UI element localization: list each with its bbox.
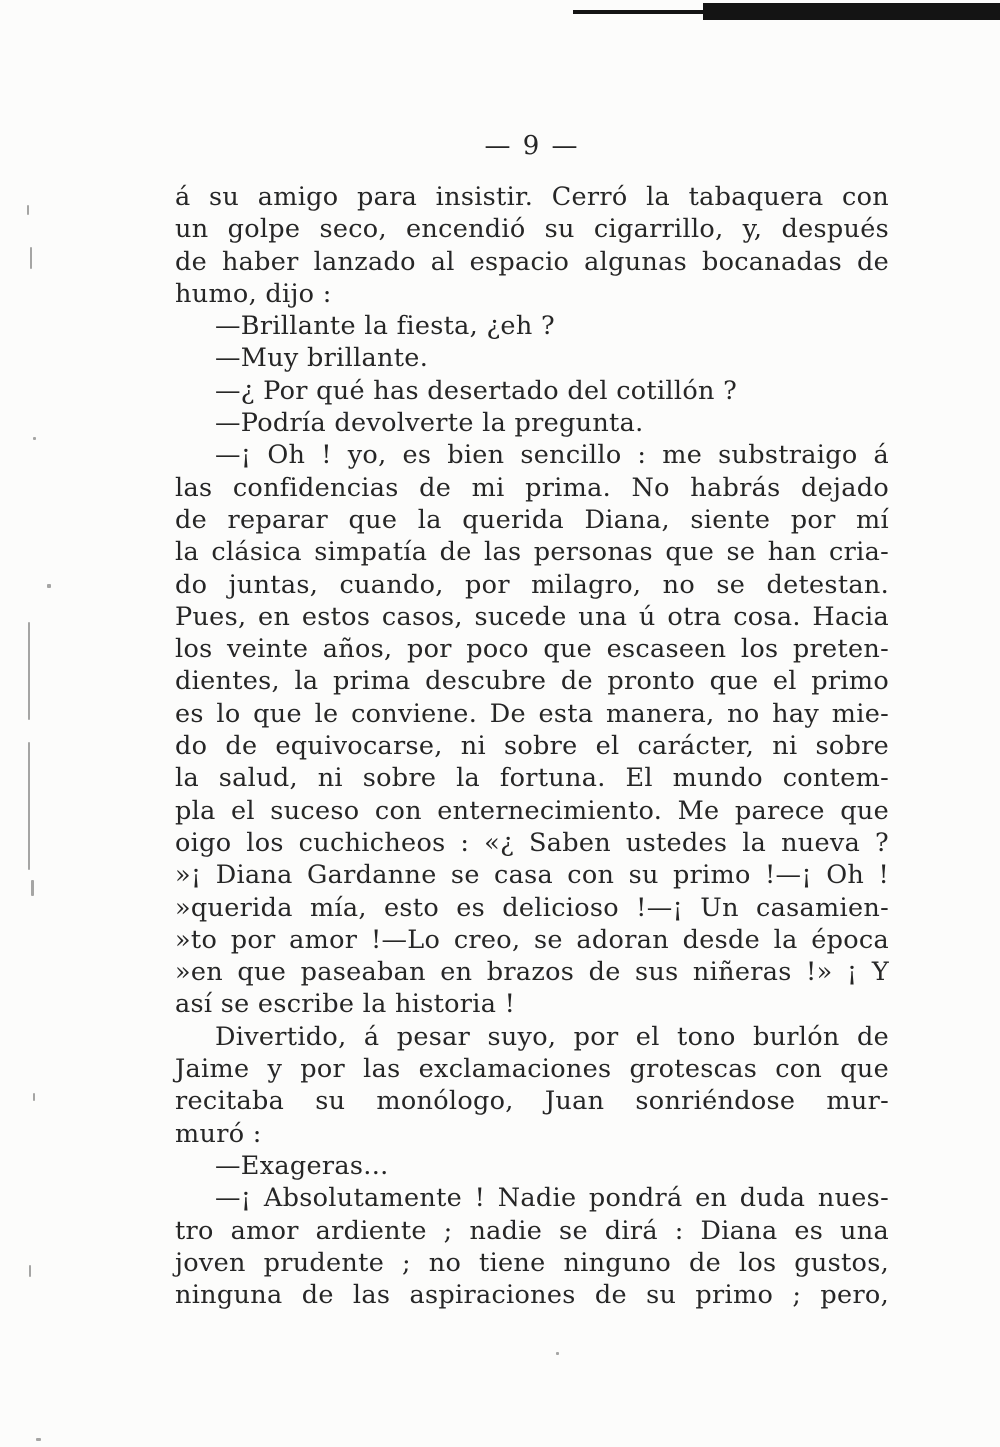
- text-line: —Muy brillante.: [215, 343, 429, 374]
- text-line: dientes, la prima descubre de pronto que el primo: [175, 666, 889, 697]
- scan-artifact: [556, 1352, 559, 1355]
- text-line: ninguna de las aspiraciones de su primo ; pero,: [175, 1280, 889, 1311]
- scan-artifact: [33, 1093, 35, 1101]
- scan-artifact: [29, 1265, 31, 1277]
- text-line: —Podría devolverte la pregunta.: [215, 408, 644, 439]
- text-line: »en que paseaban en brazos de sus niñeras !» ¡ Y: [175, 957, 889, 988]
- scan-artifact: [33, 437, 36, 440]
- text-line: »to por amor !—Lo creo, se adoran desde la época: [175, 924, 889, 955]
- text-line: oigo los cuchicheos : «¿ Saben ustedes la nueva ?: [175, 827, 889, 858]
- text-line: tro amor ardiente ; nadie se dirá : Diana es una: [175, 1215, 889, 1246]
- scan-artifact: [30, 247, 32, 269]
- text-line: es lo que le conviene. De esta manera, no hay mie-: [175, 698, 889, 729]
- text-line: de reparar que la querida Diana, siente por mí: [175, 504, 889, 535]
- scan-artifact: [36, 1438, 41, 1441]
- text-line: —¿ Por qué has desertado del cotillón ?: [215, 375, 738, 406]
- text-line: las confidencias de mi prima. No habrás dejado: [175, 472, 889, 503]
- text-line: un golpe seco, encendió su cigarrillo, y, después: [175, 214, 889, 245]
- text-line: Pues, en estos casos, sucede una ú otra cosa. Hacia: [175, 601, 889, 632]
- text-line: pla el suceso con enternecimiento. Me parece que: [175, 795, 889, 826]
- text-line: —¡ Absolutamente ! Nadie pondrá en duda nues-: [215, 1183, 889, 1214]
- text-line: »¡ Diana Gardanne se casa con su primo !—¡ Oh !: [175, 860, 889, 891]
- text-line: —¡ Oh ! yo, es bien sencillo : me substraigo á: [215, 440, 889, 471]
- text-line: humo, dijo :: [175, 278, 332, 309]
- page-number: — 9 —: [484, 131, 580, 161]
- text-line: joven prudente ; no tiene ninguno de los gustos,: [175, 1247, 889, 1278]
- text-line: la clásica simpatía de las personas que se han cria-: [175, 537, 889, 568]
- text-line: de haber lanzado al espacio algunas bocanadas de: [175, 246, 889, 277]
- scan-mark-thin-line: [573, 10, 705, 14]
- text-line: recitaba su monólogo, Juan sonriéndose mur-: [175, 1086, 889, 1117]
- text-line: Jaime y por las exclamaciones grotescas con que: [175, 1054, 889, 1085]
- scan-artifact: [27, 205, 29, 215]
- text-line: muró :: [175, 1118, 262, 1149]
- text-line: á su amigo para insistir. Cerró la tabaquera con: [175, 182, 889, 212]
- scan-mark-thick-bar: [703, 3, 1000, 20]
- scan-artifact: [28, 622, 30, 720]
- text-line: —Brillante la fiesta, ¿eh ?: [215, 311, 555, 342]
- page-text: [175, 181, 889, 1311]
- text-line: la salud, ni sobre la fortuna. El mundo contem-: [175, 763, 889, 794]
- scan-artifact: [28, 742, 30, 870]
- text-line: do juntas, cuando, por milagro, no se detestan.: [175, 569, 889, 600]
- scan-artifact: [47, 584, 51, 588]
- scan-artifact: [31, 880, 34, 896]
- text-line: do de equivocarse, ni sobre el carácter, ni sobre: [175, 731, 889, 762]
- text-line: »querida mía, esto es delicioso !—¡ Un casamien-: [175, 892, 889, 923]
- text-line: —Exageras...: [215, 1150, 389, 1181]
- text-line: los veinte años, por poco que escaseen los preten-: [175, 634, 889, 665]
- text-line: así se escribe la historia !: [175, 989, 516, 1020]
- text-line: Divertido, á pesar suyo, por el tono burlón de: [215, 1021, 889, 1052]
